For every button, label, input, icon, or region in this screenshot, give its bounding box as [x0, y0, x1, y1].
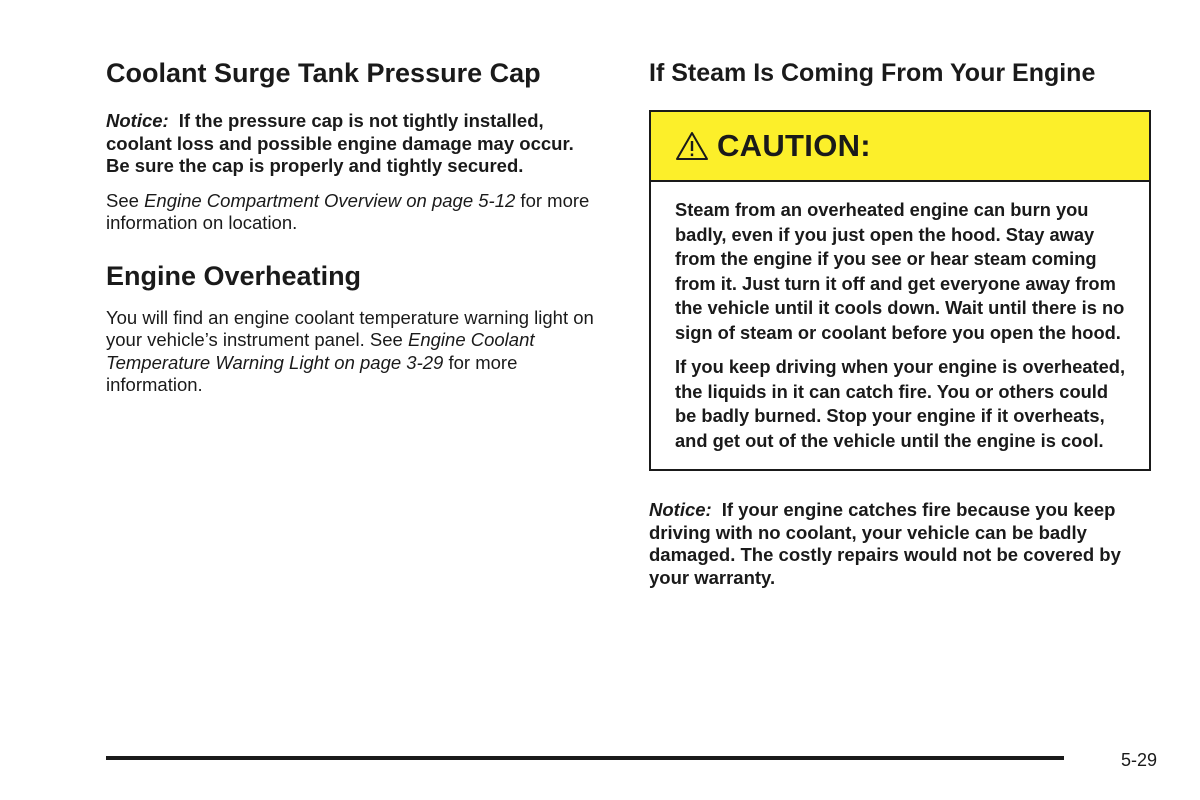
page-number: 5-29: [1120, 750, 1157, 770]
caution-paragraph-1: Steam from an overheated engine can burn you badly, even if you just open the hood. Stay away from the engine if you see or hear steam coming from it. Just turn it off and get everyone away from the vehicle until it cools down. Wait until there is no sign of steam or coolant before you open the hood.: [675, 199, 1125, 343]
notice-pressure-cap: [106, 110, 596, 178]
notice-text: If your engine catches fire because you keep driving with no coolant, your vehicle can be badly damaged. The costly repairs would not be covered by your warranty.: [649, 499, 1121, 588]
left-column: [106, 56, 596, 397]
overheating-text-suffix: for more information.: [106, 351, 518, 395]
warning-triangle-icon: [675, 131, 709, 161]
section-heading-steam: If Steam Is Coming From Your Engine: [649, 59, 1096, 87]
notice-label: Notice:: [649, 499, 712, 520]
caution-header: [651, 112, 1149, 182]
overheating-text-prefix: You will find an engine coolant temperature warning light on your vehicle’s instrument panel. See: [106, 306, 594, 350]
see-reference-paragraph: [106, 190, 596, 235]
caution-paragraph-2: If you keep driving when your engine is overheated, the liquids in it can catch fire. You or others could be badly burned. Stop your engine if it overheats, and get out of the vehicle until the engine is cool.: [675, 356, 1126, 451]
notice-label: Notice:: [106, 110, 169, 131]
right-column: [649, 56, 1155, 589]
see-suffix: for more information on location.: [106, 189, 590, 233]
caution-box: [649, 110, 1151, 471]
notice-text: If the pressure cap is not tightly installed, coolant loss and possible engine damage may occur. Be sure the cap is properly and tightly secured.: [106, 110, 574, 176]
caution-body: [651, 182, 1149, 469]
see-prefix: See: [106, 189, 145, 211]
footer-rule: [106, 756, 1064, 760]
cross-reference-warning-light: Engine Coolant Temperature Warning Light on page 3-29: [106, 329, 535, 373]
notice-engine-fire: [649, 499, 1155, 589]
section-heading-engine-overheating: Engine Overheating: [106, 260, 362, 291]
section-heading-pressure-cap: Coolant Surge Tank Pressure Cap: [106, 58, 541, 88]
caution-title: CAUTION:: [717, 128, 871, 163]
overheating-paragraph: [106, 307, 596, 397]
cross-reference-engine-compartment: Engine Compartment Overview on page 5-12: [144, 189, 516, 211]
